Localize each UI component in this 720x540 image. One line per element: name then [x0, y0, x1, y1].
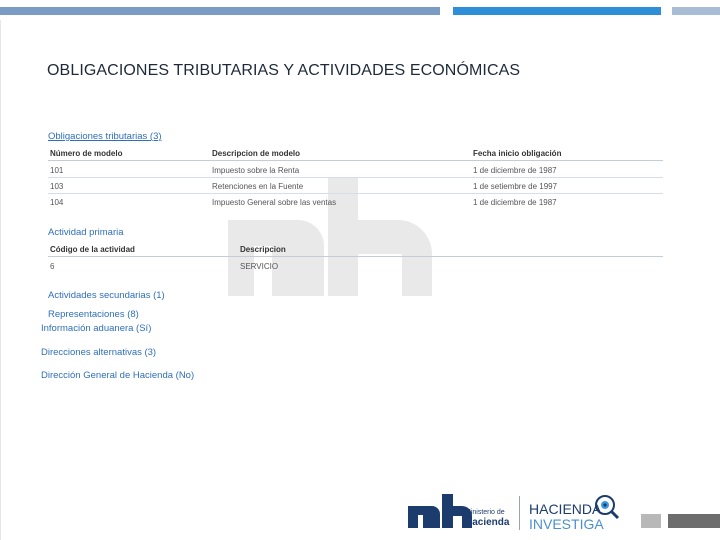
- hacienda-investiga-line2: INVESTIGA: [529, 516, 604, 532]
- table-cell-descripcion: SERVICIO: [240, 262, 279, 271]
- representaciones-link[interactable]: Representaciones (8): [48, 309, 139, 320]
- footer-divider: [519, 496, 520, 530]
- column-header-descripcion: Descripcion: [240, 245, 286, 254]
- actividad-primaria-link[interactable]: Actividad primaria: [48, 227, 124, 238]
- direccion-general-hacienda-link[interactable]: Dirección General de Hacienda (No): [41, 370, 195, 381]
- column-header-fecha-inicio: Fecha inicio obligación: [473, 149, 562, 158]
- footer-decor-square: [641, 514, 661, 528]
- table-cell-codigo: 6: [50, 262, 55, 271]
- top-accent-bar-3: [672, 7, 720, 15]
- column-header-codigo-actividad: Código de la actividad: [50, 245, 135, 254]
- table-cell-modelo: 101: [50, 166, 64, 175]
- hacienda-label: Hacienda: [465, 517, 510, 528]
- informacion-aduanera-link[interactable]: Información aduanera (Sí): [41, 323, 152, 334]
- column-header-numero-modelo: Número de modelo: [50, 149, 123, 158]
- table-cell-descripcion: Impuesto General sobre las ventas: [212, 198, 337, 207]
- table-row-divider: [48, 193, 663, 194]
- hacienda-investiga-line1: HACIENDA: [529, 501, 602, 517]
- column-header-descripcion-modelo: Descripcion de modelo: [212, 149, 301, 158]
- mh-logo: [408, 492, 628, 534]
- table-cell-fecha: 1 de diciembre de 1987: [473, 166, 557, 175]
- ministerio-label: Ministerio de: [465, 509, 505, 516]
- mh-logo-watermark: [228, 178, 434, 296]
- table-cell-descripcion: Retenciones en la Fuente: [212, 182, 304, 191]
- slide-left-edge: [0, 20, 1, 540]
- table-header-divider: [48, 160, 663, 161]
- table-cell-modelo: 104: [50, 198, 64, 207]
- top-accent-bar-1: [0, 7, 440, 15]
- table-cell-fecha: 1 de diciembre de 1987: [473, 198, 557, 207]
- slide-title: OBLIGACIONES TRIBUTARIAS Y ACTIVIDADES ECONÓMICAS: [47, 62, 521, 79]
- table-cell-modelo: 103: [50, 182, 64, 191]
- actividades-secundarias-link[interactable]: Actividades secundarias (1): [48, 290, 165, 301]
- table-row-divider: [48, 177, 663, 178]
- obligaciones-tributarias-link[interactable]: Obligaciones tributarias (3): [48, 131, 162, 142]
- top-accent-bar-2: [453, 7, 661, 15]
- footer-decor-bar: [668, 514, 720, 528]
- footer-branding: [408, 492, 628, 534]
- direcciones-alternativas-link[interactable]: Direcciones alternativas (3): [41, 347, 157, 358]
- table-header-divider: [48, 256, 663, 257]
- table-cell-descripcion: Impuesto sobre la Renta: [212, 166, 300, 175]
- table-cell-fecha: 1 de setiembre de 1997: [473, 182, 558, 191]
